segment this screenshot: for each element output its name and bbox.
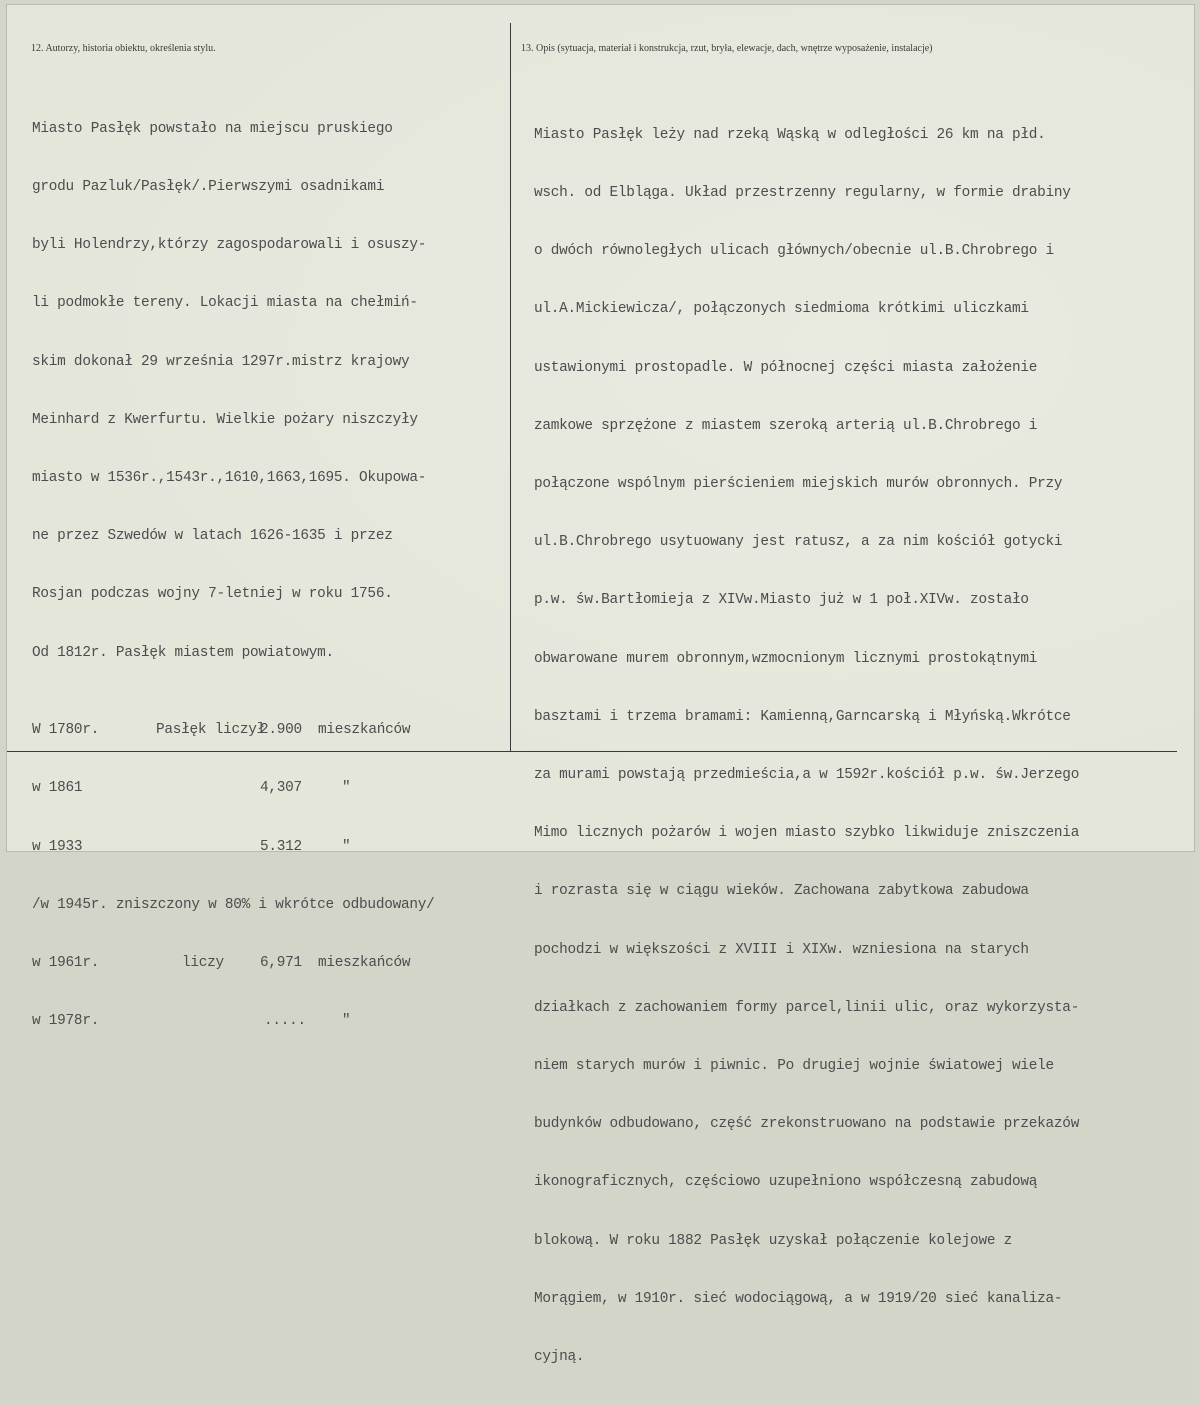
population-label: liczy [182, 955, 224, 972]
history-line: Miasto Pasłęk powstało na miejscu pruskiego [32, 120, 393, 137]
history-line: li podmokłe tereny. Lokacji miasta na chełmiń- [32, 295, 418, 312]
description-line: Miasto Pasłęk leży nad rzeką Wąską w odległości 26 km na płd. [534, 126, 1046, 143]
history-line: grodu Pazluk/Pasłęk/.Pierwszymi osadnikami [32, 179, 385, 196]
description-line: niem starych murów i piwnic. Po drugiej wojnie światowej wiele [534, 1058, 1054, 1075]
population-unit: " [342, 780, 351, 797]
population-year: w 1961r. [32, 955, 100, 972]
population-unit: " [342, 1013, 351, 1030]
description-line: Mimo licznych pożarów i wojen miasto szybko likwiduje zniszczenia [534, 825, 1080, 842]
population-unit: " [342, 838, 351, 855]
description-line: basztami i trzema bramami: Kamienną,Garncarską i Młyńską.Wkrótce [534, 708, 1071, 725]
inventory-card [6, 4, 1195, 1366]
description-line: działkach z zachowaniem formy parcel,linii ulic, oraz wykorzysta- [534, 999, 1080, 1016]
description-line: Morągiem, w 1910r. sieć wodociągową, a w 1919/20 sieć kanaliza- [534, 1290, 1063, 1307]
population-row [32, 1012, 510, 1031]
population-row [32, 721, 510, 740]
description-line: obwarowane murem obronnym,wzmocnionym licznymi prostokątnymi [534, 650, 1038, 667]
description-line: cyjną. [534, 1349, 585, 1366]
description-line: i rozrasta się w ciągu wieków. Zachowana zabytkowa zabudowa [534, 883, 1029, 900]
description-line: o dwóch równoległych ulicach głównych/obecnie ul.B.Chrobrego i [534, 243, 1054, 260]
history-line: Od 1812r. Pasłęk miastem powiatowym. [32, 644, 334, 661]
description-line: ul.B.Chrobrego usytuowany jest ratusz, a za nim kościół gotycki [534, 534, 1063, 551]
description-line: p.w. św.Bartłomieja z XIVw.Miasto już w 1 poł.XIVw. zostało [534, 592, 1029, 609]
description-line: ustawionymi prostopadle. W północnej części miasta założenie [534, 359, 1038, 376]
population-row [32, 954, 510, 973]
population-row [32, 896, 510, 915]
population-value: ..... [264, 1013, 306, 1030]
description-line: blokową. W roku 1882 Pasłęk uzyskał połączenie kolejowe z [534, 1232, 1012, 1249]
population-value: 4,307 [260, 780, 302, 797]
column-divider [510, 23, 511, 751]
section-12-header: 12. Autorzy, historia obiektu, określenia stylu. [31, 43, 216, 54]
population-year: w 1933 [32, 838, 83, 855]
history-text [32, 81, 510, 1070]
population-row [32, 838, 510, 857]
population-note: /w 1945r. zniszczony w 80% i wkrótce odbudowany/ [32, 896, 435, 913]
description-line: wsch. od Elbląga. Układ przestrzenny regularny, w formie drabiny [534, 185, 1071, 202]
history-line: byli Holendrzy,którzy zagospodarowali i osuszy- [32, 237, 427, 254]
description-line: ul.A.Mickiewicza/, połączonych siedmioma krótkimi uliczkami [534, 301, 1029, 318]
history-line: skim dokonał 29 września 1297r.mistrz krajowy [32, 353, 410, 370]
history-line: miasto w 1536r.,1543r.,1610,1663,1695. Okupowa- [32, 470, 427, 487]
population-unit: mieszkańców [318, 955, 411, 972]
population-value: 5.312 [260, 838, 302, 855]
description-line: budynków odbudowano, część zrekonstruowano na podstawie przekazów [534, 1116, 1080, 1133]
population-unit: mieszkańców [318, 722, 411, 739]
population-value: 2.900 [260, 722, 302, 739]
description-line: połączone wspólnym pierścieniem miejskich murów obronnych. Przy [534, 476, 1063, 493]
population-row [32, 779, 510, 798]
population-year: W 1780r. [32, 722, 100, 739]
population-label: Pasłęk liczył [156, 722, 266, 739]
section-13-header: 13. Opis (sytuacja, materiał i konstrukcja, rzut, bryła, elewacje, dach, wnętrze wyposażenie, instalacje) [521, 43, 933, 54]
description-line: zamkowe sprzężone z miastem szeroką arterią ul.B.Chrobrego i [534, 417, 1038, 434]
description-line: ikonograficznych, częściowo uzupełniono współczesną zabudową [534, 1174, 1038, 1191]
population-value: 6,971 [260, 955, 302, 972]
population-year: w 1861 [32, 780, 83, 797]
history-line: ne przez Szwedów w latach 1626-1635 i przez [32, 528, 393, 545]
history-line: Rosjan podczas wojny 7-letniej w roku 1756. [32, 586, 393, 603]
population-year: w 1978r. [32, 1013, 100, 1030]
history-line: Meinhard z Kwerfurtu. Wielkie pożary niszczyły [32, 411, 418, 428]
description-line: za murami powstają przedmieścia,a w 1592r.kościół p.w. św.Jerzego [534, 767, 1080, 784]
description-line: pochodzi w większości z XVIII i XIXw. wzniesiona na starych [534, 941, 1029, 958]
description-text [534, 87, 1079, 1406]
